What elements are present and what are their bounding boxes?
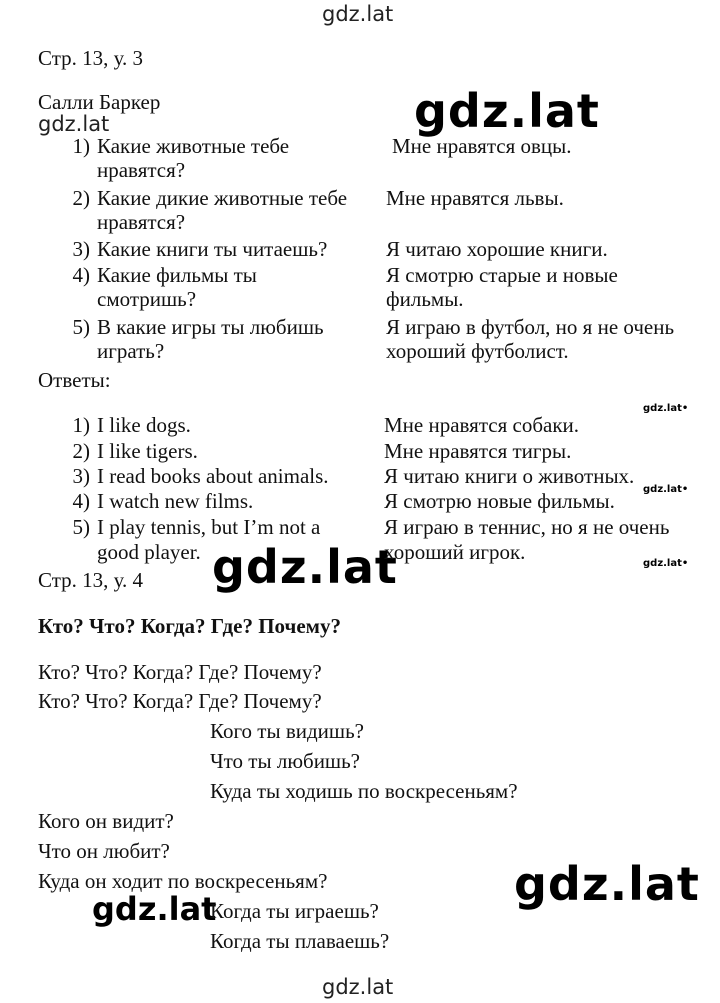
- question-text-cont: смотришь?: [97, 287, 197, 311]
- question-answer: Я смотрю старые и новые: [386, 263, 618, 287]
- watermark-tiny-1: gdz.lat•: [643, 403, 689, 414]
- poem-line: Когда ты играешь?: [210, 899, 379, 923]
- watermark-bottom: gdz.lat: [322, 975, 394, 999]
- poem-line: Когда ты плаваешь?: [210, 929, 390, 953]
- question-text-cont: нравятся?: [97, 158, 186, 182]
- question-number: 1): [72, 134, 90, 158]
- answer-russian: Я читаю книги о животных.: [384, 464, 635, 488]
- watermark-tiny-3: gdz.lat•: [643, 558, 689, 569]
- answer-russian: Мне нравятся тигры.: [384, 439, 572, 463]
- answer-english: I like tigers.: [97, 439, 198, 463]
- answer-number: 2): [72, 439, 90, 463]
- question-number: 3): [72, 237, 90, 261]
- watermark-tiny-2: gdz.lat•: [643, 484, 689, 495]
- poem-line: Куда он ходит по воскресеньям?: [38, 869, 328, 893]
- poem-line: Куда ты ходишь по воскресеньям?: [210, 779, 518, 803]
- answer-english-cont: good player.: [97, 540, 201, 564]
- answer-number: 4): [72, 489, 90, 513]
- poem-line: Что он любит?: [38, 839, 170, 863]
- answer-english: I play tennis, but I’m not a: [97, 515, 321, 539]
- answer-russian: Мне нравятся собаки.: [384, 413, 580, 437]
- question-answer-cont: фильмы.: [386, 287, 464, 311]
- question-text-cont: играть?: [97, 339, 165, 363]
- answer-number: 5): [72, 515, 90, 539]
- watermark-big-1: gdz.lat: [414, 84, 600, 138]
- question-text: Какие животные тебе: [97, 134, 290, 158]
- section2-heading: Стр. 13, у. 4: [38, 568, 144, 592]
- answer-russian-cont: хороший игрок.: [384, 540, 526, 564]
- question-number: 4): [72, 263, 90, 287]
- question-answer-cont: хороший футболист.: [386, 339, 569, 363]
- watermark-big-2: gdz.lat: [212, 540, 398, 594]
- poem-line: Что ты любишь?: [210, 749, 360, 773]
- poem-line: Кого ты видишь?: [210, 719, 364, 743]
- question-answer: Я читаю хорошие книги.: [386, 237, 608, 261]
- question-text: Какие книги ты читаешь?: [97, 237, 328, 261]
- watermark-big-3: gdz.lat: [514, 857, 700, 911]
- watermark-top: gdz.lat: [322, 2, 394, 26]
- section1-heading: Стр. 13, у. 3: [38, 46, 144, 70]
- question-text: Какие фильмы ты: [97, 263, 257, 287]
- poem-title: Кто? Что? Когда? Где? Почему?: [38, 614, 341, 638]
- question-answer: Я играю в футбол, но я не очень: [386, 315, 675, 339]
- question-answer: Мне нравятся овцы.: [392, 134, 572, 158]
- question-text: Какие дикие животные тебе: [97, 186, 348, 210]
- poem-line: Кого он видит?: [38, 809, 174, 833]
- answer-english: I like dogs.: [97, 413, 191, 437]
- answer-english: I read books about animals.: [97, 464, 329, 488]
- question-answer: Мне нравятся львы.: [386, 186, 564, 210]
- answer-english: I watch new films.: [97, 489, 254, 513]
- answer-russian: Я играю в теннис, но я не очень: [384, 515, 670, 539]
- watermark-left-small: gdz.lat: [38, 112, 110, 136]
- question-text-cont: нравятся?: [97, 210, 186, 234]
- question-number: 2): [72, 186, 90, 210]
- question-text: В какие игры ты любишь: [97, 315, 324, 339]
- poem-line: Кто? Что? Когда? Где? Почему?: [38, 660, 322, 684]
- answer-number: 3): [72, 464, 90, 488]
- answers-label: Ответы:: [38, 368, 111, 392]
- answer-russian: Я смотрю новые фильмы.: [384, 489, 615, 513]
- interviewee-name: Салли Баркер: [38, 90, 161, 114]
- answer-number: 1): [72, 413, 90, 437]
- question-number: 5): [72, 315, 90, 339]
- watermark-left-mid: gdz.lat: [92, 890, 217, 928]
- poem-line: Кто? Что? Когда? Где? Почему?: [38, 689, 322, 713]
